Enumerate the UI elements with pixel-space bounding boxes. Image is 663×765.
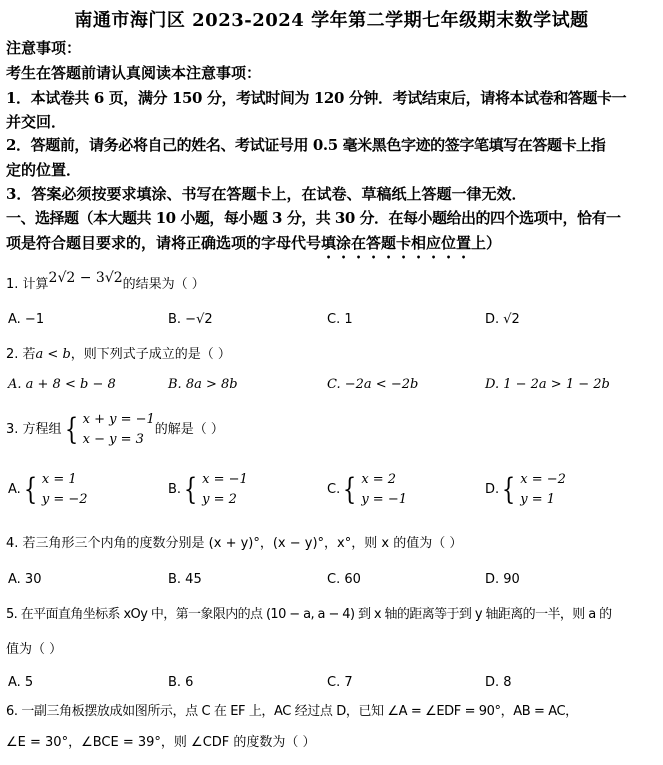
question-3-option-d-label: D.	[485, 482, 500, 497]
question-3-option-c	[327, 470, 407, 510]
question-3-option-d	[485, 470, 566, 510]
section-1-line-2-pre: 项是符合题目要求的，请将正确选项的字母代号	[6, 234, 322, 252]
question-3-option-c-label: C.	[327, 482, 341, 497]
brace-icon: {	[183, 472, 198, 507]
question-2-option-c: C. −2a < −2b	[327, 377, 419, 392]
question-5-option-d: D. 8	[485, 675, 512, 690]
question-3-option-a-x: x = 1	[41, 472, 77, 487]
question-1-option-c: C. 1	[327, 312, 353, 327]
question-2-option-b: B. 8a > 8b	[168, 377, 238, 392]
question-3-option-b	[168, 470, 248, 510]
question-3-equation-2: x − y = 3	[82, 432, 144, 447]
section-1-heading-line-2	[6, 231, 501, 262]
question-3-system	[62, 410, 155, 450]
question-2-condition: a < b	[35, 347, 71, 362]
brace-icon: {	[502, 472, 516, 507]
question-1-option-a: A. −1	[8, 312, 45, 327]
question-3-option-c-x: x = 2	[361, 472, 397, 487]
question-3-prefix: 3. 方程组	[6, 422, 62, 437]
question-2-suffix: ，则下列式子成立的是（ ）	[70, 347, 231, 362]
question-1-option-b: B. −√2	[168, 312, 213, 327]
notice-item-1-line-1: 1．本试卷共 6 页，满分 150 分，考试时间为 120 分钟．考试结束后，请将本试卷和答题卡一	[6, 89, 627, 107]
exam-title: 南通市海门区 2023-2024 学年第二学期七年级期末数学试题	[74, 10, 589, 31]
question-1-suffix: 的结果为（ ）	[122, 277, 205, 292]
question-6-stem-line-2: ∠E = 30°，∠BCE = 39°，则 ∠CDF 的度数为（ ）	[6, 735, 316, 750]
brace-icon: {	[23, 472, 38, 507]
question-2-option-d: D. 1 − 2a > 1 − 2b	[485, 377, 610, 392]
notice-heading: 注意事项：	[6, 39, 82, 57]
question-3-suffix: 的解是（ ）	[154, 422, 224, 437]
question-5-stem-line-1: 5. 在平面直角坐标系 xOy 中，第一象限内的点 (10 − a, a − 4) 到 x 轴的距离等于到 y 轴距离的一半，则 a 的	[6, 607, 612, 622]
question-3-option-d-x: x = −2	[520, 472, 566, 487]
question-4-option-c: C. 60	[327, 572, 361, 587]
notice-item-2-line-2: 定的位置．	[6, 161, 82, 179]
question-1-prefix: 1. 计算	[6, 277, 49, 292]
question-4-option-a: A. 30	[8, 572, 42, 587]
notice-intro: 考生在答题前请认真阅读本注意事项：	[6, 64, 262, 82]
question-5-option-a: A. 5	[8, 675, 34, 690]
question-3-option-b-x: x = −1	[202, 472, 248, 487]
question-3-equation-1: x + y = −1	[82, 412, 155, 427]
question-4-stem: 4. 若三角形三个内角的度数分别是 (x + y)°，(x − y)°，x°，则 x 的值为（ ）	[6, 536, 463, 551]
section-1-heading-line-1: 一、选择题（本大题共 10 小题，每小题 3 分，共 30 分．在每小题给出的四个选项中，恰有一	[6, 209, 621, 227]
question-3-option-b-label: B.	[168, 482, 182, 497]
question-3-option-a	[8, 470, 88, 510]
section-1-line-2-post: 上）	[471, 234, 502, 252]
question-1-option-d: D. √2	[485, 312, 520, 327]
question-3-option-b-y: y = 2	[202, 492, 237, 507]
question-2-prefix: 2. 若	[6, 347, 36, 362]
question-3-option-c-y: y = −1	[361, 492, 407, 507]
question-3-option-d-y: y = 1	[520, 492, 556, 507]
question-4-option-d: D. 90	[485, 572, 520, 587]
question-5-option-c: C. 7	[327, 675, 353, 690]
question-1-stem	[6, 270, 205, 295]
question-2-stem	[6, 345, 231, 365]
question-1-expression: 2√2 − 3√2	[48, 270, 123, 286]
brace-icon: {	[343, 472, 357, 507]
question-3-brace-icon: {	[64, 412, 78, 447]
notice-item-3: 3．答案必须按要求填涂、书写在答题卡上，在试卷、草稿纸上答题一律无效．	[6, 185, 527, 203]
question-3-stem	[6, 410, 224, 450]
question-5-stem-line-2: 值为（ ）	[6, 642, 63, 657]
question-2-option-a: A. a + 8 < b − 8	[8, 377, 116, 392]
section-1-line-2-dotted: 填涂在答题卡相应位置	[321, 234, 472, 252]
question-3-option-a-y: y = −2	[41, 492, 88, 507]
question-3-option-a-label: A.	[8, 482, 21, 497]
notice-item-1-line-2: 并交回．	[6, 113, 67, 131]
notice-item-2-line-1: 2．答题前，请务必将自己的姓名、考试证号用 0.5 毫米黑色字迹的签字笔填写在答题卡上指	[6, 136, 606, 154]
question-5-option-b: B. 6	[168, 675, 194, 690]
question-4-option-b: B. 45	[168, 572, 202, 587]
question-6-stem-line-1: 6. 一副三角板摆放成如图所示，点 C 在 EF 上，AC 经过点 D，已知 ∠A = ∠EDF = 90°，AB = AC，	[6, 704, 578, 719]
